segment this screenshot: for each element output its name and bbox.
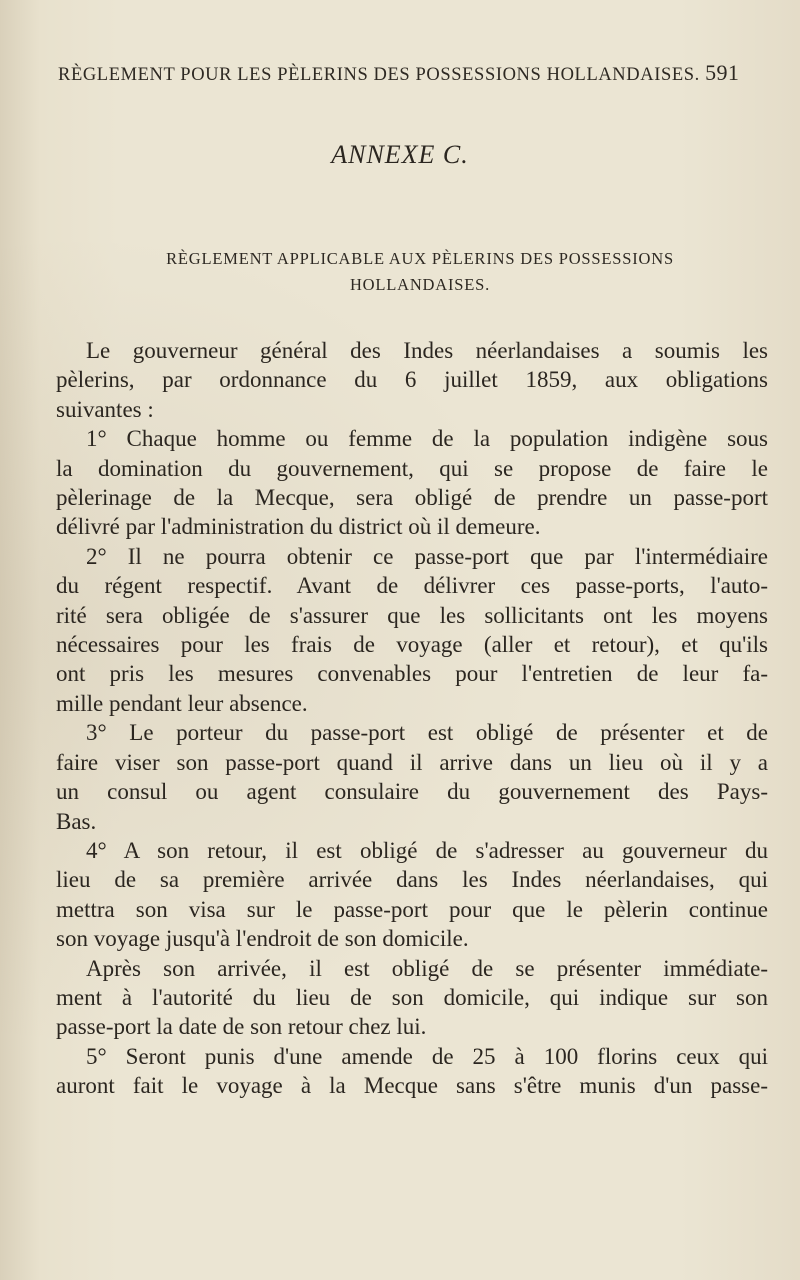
text-line: pèlerinage de la Mecque, sera obligé de prendre un passe-port xyxy=(56,485,768,511)
text-line: suivantes : xyxy=(56,396,154,422)
text-line: lieu de sa première arrivée dans les Indes néerlandaises, qui xyxy=(56,867,768,893)
annex-subtitle xyxy=(160,246,680,298)
text-line: 3° Le porteur du passe-port est obligé de présenter et de xyxy=(86,720,768,746)
text-line: Bas. xyxy=(56,808,97,834)
text-line: délivré par l'administration du district où il demeure. xyxy=(56,514,541,540)
annex-title: ANNEXE C. xyxy=(331,140,469,169)
text-line: auront fait le voyage à la Mecque sans s'être munis d'un passe- xyxy=(56,1073,768,1099)
text-line: la domination du gouvernement, qui se propose de faire le xyxy=(56,455,768,481)
annex-subtitle-line-2: HOLLANDAISES. xyxy=(349,275,491,294)
text-line: 1° Chaque homme ou femme de la population indigène sous xyxy=(86,426,768,452)
text-line: Après son arrivée, il est obligé de se présenter immédiate- xyxy=(86,955,768,981)
text-line: Le gouverneur général des Indes néerlandaises a soumis les xyxy=(86,338,768,363)
running-title: RÈGLEMENT POUR LES PÈLERINS DES POSSESSIONS HOLLANDAISES. xyxy=(58,65,700,85)
text-line: mille pendant leur absence. xyxy=(56,690,308,716)
text-line: rité sera obligée de s'assurer que les sollicitants ont les moyens xyxy=(56,602,768,628)
text-line: nécessaires pour les frais de voyage (aller et retour), et qu'ils xyxy=(56,632,768,658)
text-line: pèlerins, par ordonnance du 6 juillet 1859, aux obligations xyxy=(56,367,768,393)
page-number: 591 xyxy=(705,60,740,85)
text-line: ment à l'autorité du lieu de son domicile, qui indique sur son xyxy=(56,984,768,1010)
text-line: ont pris les mesures convenables pour l'entretien de leur fa- xyxy=(56,661,768,687)
running-header xyxy=(58,60,758,86)
text-line: son voyage jusqu'à l'endroit de son domicile. xyxy=(56,926,469,952)
text-line: 4° A son retour, il est obligé de s'adresser au gouverneur du xyxy=(86,837,768,863)
text-line: faire viser son passe-port quand il arrive dans un lieu où il y a xyxy=(56,749,768,775)
text-line: passe-port la date de son retour chez lui. xyxy=(56,1014,427,1040)
annex-subtitle-line-1: RÈGLEMENT APPLICABLE AUX PÈLERINS DES POSSESSIONS xyxy=(166,249,674,268)
text-line: du régent respectif. Avant de délivrer ces passe-ports, l'auto- xyxy=(56,573,768,599)
body-text xyxy=(56,336,768,1101)
text-line: mettra son visa sur le passe-port pour que le pèlerin continue xyxy=(56,896,768,922)
text-line: 5° Seront punis d'une amende de 25 à 100 florins ceux qui xyxy=(86,1043,768,1069)
text-line: 2° Il ne pourra obtenir ce passe-port que par l'intermédiaire xyxy=(86,543,768,569)
text-line: un consul ou agent consulaire du gouvernement des Pays- xyxy=(56,779,768,805)
